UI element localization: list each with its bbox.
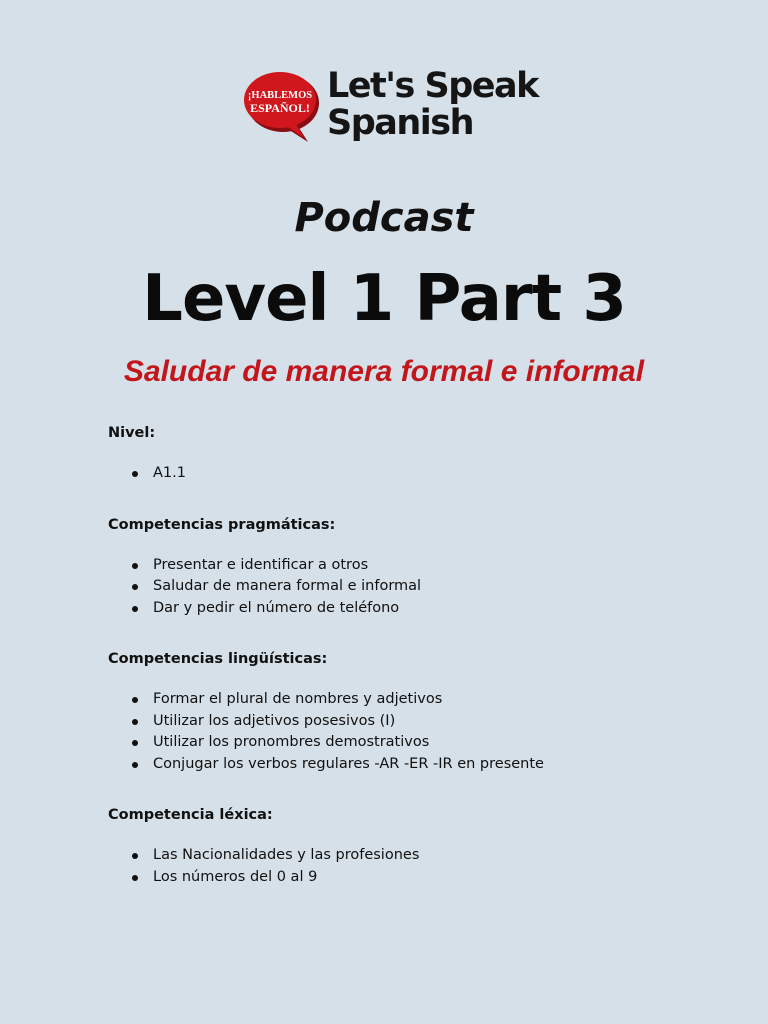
logo-line-1: Let's Speak — [327, 66, 538, 106]
bullet-icon — [132, 563, 138, 569]
page-title: Level 1 Part 3 — [142, 262, 626, 336]
list-item-text: Saludar de manera formal e informal — [153, 578, 422, 594]
section-competencia-lexica — [108, 805, 668, 888]
list-item — [108, 555, 668, 577]
list-item-text: Formar el plural de nombres y adjetivos — [153, 691, 443, 707]
svg-text:ESPAÑOL!: ESPAÑOL! — [250, 101, 310, 115]
list-item — [108, 732, 668, 754]
svg-text:¡HABLEMOS: ¡HABLEMOS — [247, 90, 313, 101]
brand-logo — [242, 66, 538, 148]
list-item — [108, 689, 668, 711]
list-item-text: Los números del 0 al 9 — [153, 868, 318, 885]
page-subtitle: Saludar de manera formal e informal — [123, 355, 645, 388]
section-competencias-pragmaticas — [108, 515, 668, 620]
bullet-icon — [132, 875, 138, 881]
list-item — [108, 711, 668, 733]
section-heading: Competencias pragmáticas: — [108, 516, 336, 533]
list-item-text: Presentar e identificar a otros — [153, 556, 369, 573]
bullet-icon — [132, 697, 138, 703]
bullet-list — [108, 689, 668, 775]
speech-bubble-logo-icon — [242, 72, 320, 142]
list-item-text: Utilizar los pronombres demostrativos — [153, 734, 430, 750]
section-heading: Nivel: — [108, 425, 156, 441]
list-item — [108, 754, 668, 776]
list-item-text: Conjugar los verbos regulares -AR -ER -IR en presente — [153, 755, 544, 772]
list-item-text: Dar y pedir el número de teléfono — [153, 599, 400, 616]
section-heading: Competencia léxica: — [108, 807, 273, 823]
section-competencias-linguisticas — [108, 649, 668, 775]
list-item — [108, 845, 668, 867]
bullet-icon — [132, 471, 138, 477]
list-item-text: A1.1 — [153, 465, 186, 481]
bullet-list — [108, 555, 668, 620]
bullet-icon — [132, 740, 138, 746]
list-item — [108, 576, 668, 598]
logo-line-2: Spanish — [327, 103, 474, 143]
podcast-kicker: Podcast — [294, 195, 474, 241]
list-item-text: Las Nacionalidades y las profesiones — [153, 847, 420, 863]
bullet-icon — [132, 584, 138, 590]
bullet-list — [108, 463, 668, 485]
list-item — [108, 867, 668, 889]
section-heading: Competencias lingüísticas: — [108, 651, 328, 667]
section-nivel — [108, 423, 668, 485]
list-item-text: Utilizar los adjetivos posesivos (I) — [153, 712, 396, 729]
list-item — [108, 598, 668, 620]
bullet-icon — [132, 762, 138, 768]
logo-wordmark — [327, 68, 538, 142]
bullet-icon — [132, 853, 138, 859]
bullet-icon — [132, 606, 138, 612]
list-item — [108, 463, 668, 485]
bullet-icon — [132, 719, 138, 725]
document-body — [108, 423, 668, 918]
bullet-list — [108, 845, 668, 888]
